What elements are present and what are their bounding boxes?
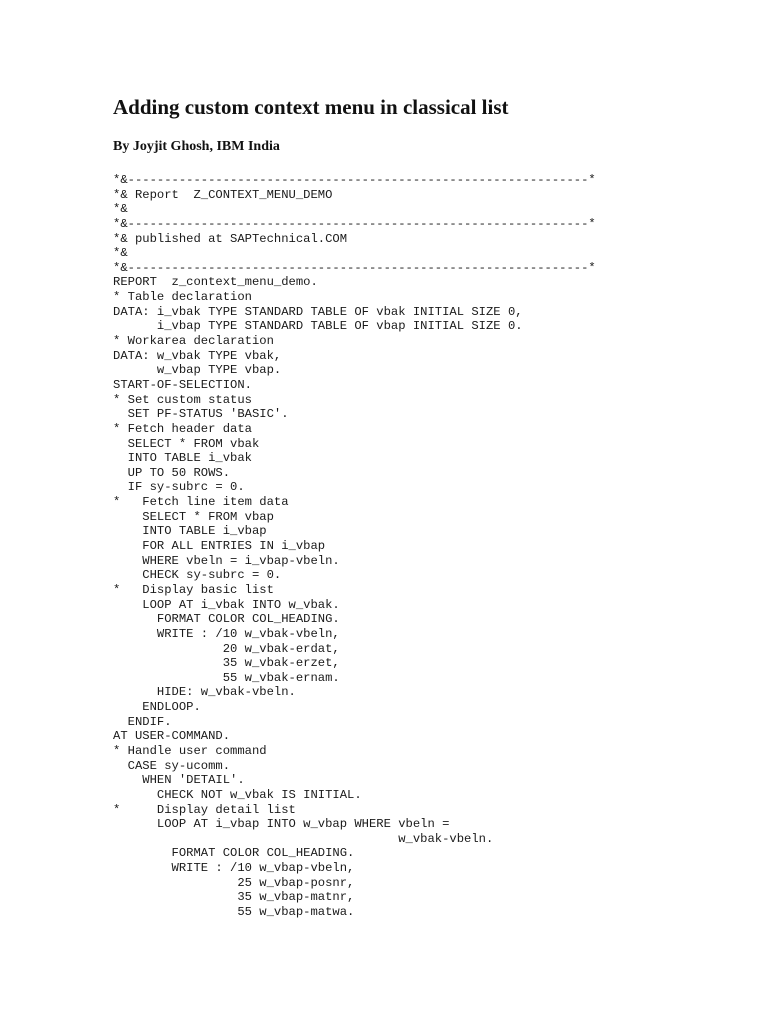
document-author: By Joyjit Ghosh, IBM India	[113, 139, 280, 154]
code-line: * Fetch line item data	[113, 495, 289, 510]
code-line: *&---------------------------------------------------------------*	[113, 260, 596, 275]
code-line: IF sy-subrc = 0.	[113, 480, 245, 495]
code-line: REPORT z_context_menu_demo.	[113, 275, 318, 290]
code-line: ENDLOOP.	[113, 700, 201, 715]
code-line: w_vbap TYPE vbap.	[113, 363, 282, 378]
code-listing	[113, 173, 596, 920]
code-line: * Display basic list	[113, 582, 274, 597]
code-line: *&---------------------------------------------------------------*	[113, 216, 596, 231]
code-line: *& published at SAPTechnical.COM	[113, 231, 348, 246]
code-line: WRITE : /10 w_vbap-vbeln,	[113, 861, 355, 876]
code-line: * Set custom status	[113, 392, 252, 407]
code-line: SELECT * FROM vbak	[113, 436, 260, 451]
code-line: *&---------------------------------------------------------------*	[113, 173, 596, 187]
code-line: CHECK sy-subrc = 0.	[113, 568, 282, 583]
code-line: *&	[113, 202, 128, 217]
code-line: LOOP AT i_vbap INTO w_vbap WHERE vbeln =	[113, 817, 450, 832]
code-line: ENDIF.	[113, 714, 172, 729]
code-line: INTO TABLE i_vbak	[113, 451, 252, 466]
code-line: SET PF-STATUS 'BASIC'.	[113, 407, 289, 422]
code-line: * Display detail list	[113, 802, 296, 817]
code-line: HIDE: w_vbak-vbeln.	[113, 685, 296, 700]
code-line: DATA: w_vbak TYPE vbak,	[113, 348, 282, 363]
code-line: CASE sy-ucomm.	[113, 758, 231, 773]
code-line: i_vbap TYPE STANDARD TABLE OF vbap INITIAL SIZE 0.	[113, 319, 523, 334]
code-line: 35 w_vbak-erzet,	[113, 656, 340, 671]
code-line: 55 w_vbak-ernam.	[113, 670, 340, 685]
code-line: 35 w_vbap-matnr,	[113, 890, 355, 905]
code-line: UP TO 50 ROWS.	[113, 465, 231, 480]
code-line: WHEN 'DETAIL'.	[113, 773, 245, 788]
document-title: Adding custom context menu in classical list	[113, 95, 509, 119]
code-line: WHERE vbeln = i_vbap-vbeln.	[113, 553, 340, 568]
code-line: w_vbak-vbeln.	[113, 831, 494, 846]
code-line: 55 w_vbap-matwa.	[113, 905, 355, 920]
code-line: * Workarea declaration	[113, 334, 274, 349]
code-line: FOR ALL ENTRIES IN i_vbap	[113, 539, 326, 554]
code-line: 25 w_vbap-posnr,	[113, 875, 355, 890]
code-line: * Fetch header data	[113, 421, 252, 436]
code-line: LOOP AT i_vbak INTO w_vbak.	[113, 597, 340, 612]
code-line: DATA: i_vbak TYPE STANDARD TABLE OF vbak INITIAL SIZE 0,	[113, 304, 523, 319]
code-line: AT USER-COMMAND.	[113, 729, 231, 744]
code-line: SELECT * FROM vbap	[113, 509, 274, 524]
code-line: * Table declaration	[113, 290, 252, 305]
code-line: CHECK NOT w_vbak IS INITIAL.	[113, 787, 362, 802]
code-line: *&	[113, 246, 128, 261]
code-line: FORMAT COLOR COL_HEADING.	[113, 846, 355, 861]
code-line: *& Report Z_CONTEXT_MENU_DEMO	[113, 187, 333, 202]
code-line: FORMAT COLOR COL_HEADING.	[113, 612, 340, 627]
code-line: WRITE : /10 w_vbak-vbeln,	[113, 626, 340, 641]
code-line: INTO TABLE i_vbap	[113, 524, 267, 539]
code-line: START-OF-SELECTION.	[113, 377, 252, 392]
code-line: 20 w_vbak-erdat,	[113, 641, 340, 656]
code-line: * Handle user command	[113, 743, 267, 758]
